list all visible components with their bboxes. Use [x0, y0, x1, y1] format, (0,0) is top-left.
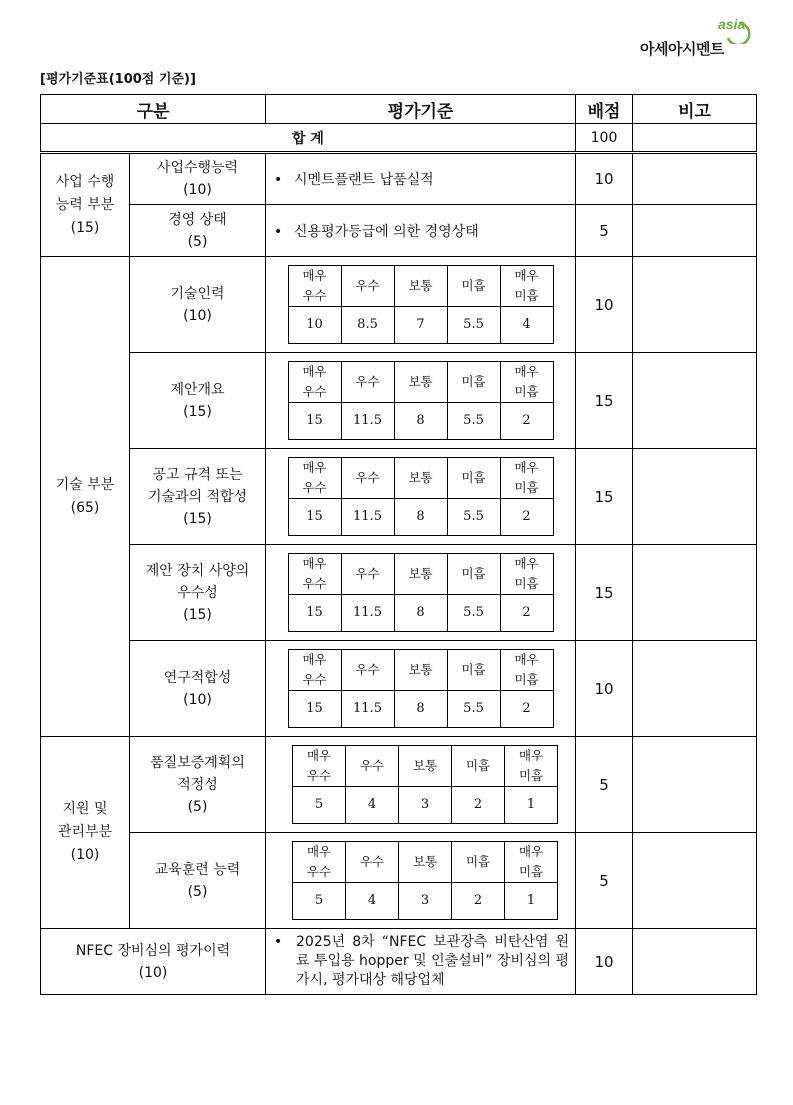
grade-label: 우수	[341, 554, 394, 595]
grade-label: 우수	[341, 266, 394, 307]
grade-value-row	[288, 595, 553, 632]
header-criteria: 평가기준	[266, 95, 576, 124]
grade-value-row	[288, 307, 553, 344]
grade-scale-table	[288, 265, 554, 344]
grade-value: 8	[394, 595, 447, 632]
note-cell	[633, 153, 757, 205]
criteria-cell	[266, 833, 576, 929]
grade-label: 보통	[399, 746, 452, 787]
note-cell	[633, 353, 757, 449]
note-cell	[633, 257, 757, 353]
grade-label: 미흡	[447, 458, 500, 499]
grade-label: 미흡	[447, 650, 500, 691]
bullet-icon: •	[274, 223, 283, 240]
grade-label-row	[293, 746, 558, 787]
total-score: 100	[576, 124, 633, 153]
grade-label: 우수	[346, 746, 399, 787]
grade-label: 우수	[346, 842, 399, 883]
header-score: 배점	[576, 95, 633, 124]
note-cell	[633, 737, 757, 833]
table-header-row	[41, 95, 757, 124]
table-row	[41, 545, 757, 641]
grade-label: 미흡	[452, 842, 505, 883]
grade-value: 5	[293, 883, 346, 920]
note-cell	[633, 449, 757, 545]
grade-value: 15	[288, 499, 341, 536]
table-row	[41, 205, 757, 257]
grade-label-row	[293, 842, 558, 883]
section-heading: [평가기준표(100점 기준)]	[40, 72, 196, 87]
score-cell: 15	[576, 353, 633, 449]
logo-company-name: 아세아시멘트	[640, 40, 724, 58]
note-cell	[633, 205, 757, 257]
subcategory-cell: 사업수행능력 (10)	[130, 153, 266, 205]
grade-value: 4	[500, 307, 553, 344]
grade-label: 매우 우수	[288, 554, 341, 595]
grade-scale-table	[288, 457, 554, 536]
grade-scale-table	[288, 553, 554, 632]
note-cell	[633, 545, 757, 641]
table-row	[41, 737, 757, 833]
grade-label: 매우 미흡	[500, 650, 553, 691]
criteria-cell	[266, 545, 576, 641]
criteria-text: 시멘트플랜트 납품실적	[294, 172, 434, 188]
grade-scale-table	[288, 361, 554, 440]
final-label-cell: NFEC 장비심의 평가이력 (10)	[41, 929, 266, 995]
subcategory-cell: 품질보증계획의 적정성 (5)	[130, 737, 266, 833]
grade-label: 보통	[399, 842, 452, 883]
grade-value: 4	[346, 883, 399, 920]
total-label: 합 계	[41, 124, 576, 153]
grade-value: 5	[293, 787, 346, 824]
grade-label: 보통	[394, 362, 447, 403]
grade-value: 3	[399, 787, 452, 824]
category-cell: 사업 수행 능력 부분 (15)	[41, 153, 130, 257]
score-cell: 5	[576, 833, 633, 929]
grade-scale-table	[292, 745, 558, 824]
grade-label: 매우 미흡	[505, 842, 558, 883]
grade-value: 2	[452, 883, 505, 920]
grade-label: 보통	[394, 266, 447, 307]
grade-label-row	[288, 266, 553, 307]
grade-label: 우수	[341, 650, 394, 691]
grade-value: 2	[500, 691, 553, 728]
grade-value: 4	[346, 787, 399, 824]
grade-value: 7	[394, 307, 447, 344]
grade-value: 2	[500, 403, 553, 440]
bullet-icon: •	[274, 172, 283, 188]
grade-label-row	[288, 650, 553, 691]
subcategory-cell: 기술인력 (10)	[130, 257, 266, 353]
total-note	[633, 124, 757, 153]
score-cell: 10	[576, 153, 633, 205]
table-row	[41, 353, 757, 449]
grade-value: 2	[452, 787, 505, 824]
grade-label: 매우 우수	[288, 266, 341, 307]
score-cell: 5	[576, 737, 633, 833]
grade-label: 미흡	[447, 362, 500, 403]
score-cell: 10	[576, 257, 633, 353]
subcategory-cell: 교육훈련 능력 (5)	[130, 833, 266, 929]
grade-value-row	[288, 403, 553, 440]
grade-value: 15	[288, 403, 341, 440]
grade-value-row	[288, 691, 553, 728]
grade-label: 보통	[394, 554, 447, 595]
grade-value: 15	[288, 595, 341, 632]
score-cell: 10	[576, 929, 633, 995]
grade-label: 매우 우수	[293, 842, 346, 883]
grade-label: 우수	[341, 458, 394, 499]
subcategory-cell: 제안개요 (15)	[130, 353, 266, 449]
criteria-cell	[266, 205, 576, 257]
company-logo	[630, 14, 760, 62]
score-cell: 5	[576, 205, 633, 257]
criteria-text: 2025년 8차 “NFEC 보관장측 비탄산염 원료 투입용 hopper 및 인출설비” 장비심의 평가시, 평가대상 해당업체	[296, 934, 570, 988]
grade-value: 2	[500, 499, 553, 536]
grade-label: 매우 우수	[288, 458, 341, 499]
criteria-cell	[266, 737, 576, 833]
grade-scale-table	[292, 841, 558, 920]
grade-value: 8.5	[341, 307, 394, 344]
grade-value-row	[293, 787, 558, 824]
table-row	[41, 641, 757, 737]
grade-value: 5.5	[447, 307, 500, 344]
note-cell	[633, 929, 757, 995]
grade-value: 11.5	[341, 403, 394, 440]
criteria-cell	[266, 449, 576, 545]
table-row-final	[41, 929, 757, 995]
criteria-cell	[266, 257, 576, 353]
grade-scale-table	[288, 649, 554, 728]
score-cell: 15	[576, 449, 633, 545]
header-note: 비고	[633, 95, 757, 124]
grade-value: 8	[394, 691, 447, 728]
total-row	[41, 124, 757, 153]
grade-label: 매우 미흡	[500, 458, 553, 499]
grade-value: 5.5	[447, 499, 500, 536]
table-row	[41, 833, 757, 929]
grade-label: 보통	[394, 458, 447, 499]
criteria-cell	[266, 929, 576, 995]
criteria-cell	[266, 641, 576, 737]
grade-label-row	[288, 458, 553, 499]
grade-value: 11.5	[341, 595, 394, 632]
grade-label: 보통	[394, 650, 447, 691]
grade-label: 매우 미흡	[505, 746, 558, 787]
logo-brand-mark: asia	[718, 16, 746, 32]
grade-value: 8	[394, 499, 447, 536]
grade-label: 매우 우수	[293, 746, 346, 787]
grade-label-row	[288, 362, 553, 403]
grade-label: 미흡	[447, 266, 500, 307]
table-row	[41, 257, 757, 353]
grade-value: 3	[399, 883, 452, 920]
evaluation-criteria-table	[40, 94, 757, 995]
criteria-cell	[266, 353, 576, 449]
criteria-text: 신용평가등급에 의한 경영상태	[294, 223, 479, 240]
subcategory-cell: 제안 장치 사양의 우수성 (15)	[130, 545, 266, 641]
table-body	[41, 124, 757, 995]
score-cell: 10	[576, 641, 633, 737]
bullet-icon: •	[274, 934, 283, 950]
subcategory-cell: 공고 규격 또는 기술과의 적합성 (15)	[130, 449, 266, 545]
note-cell	[633, 641, 757, 737]
grade-value: 8	[394, 403, 447, 440]
criteria-wrap	[274, 933, 569, 990]
note-cell	[633, 833, 757, 929]
grade-label: 우수	[341, 362, 394, 403]
grade-value: 2	[500, 595, 553, 632]
grade-label: 매우 미흡	[500, 266, 553, 307]
grade-label: 매우 우수	[288, 650, 341, 691]
table-row	[41, 449, 757, 545]
grade-value: 1	[505, 883, 558, 920]
header-category: 구분	[41, 95, 266, 124]
grade-value: 5.5	[447, 691, 500, 728]
category-cell: 지원 및 관리부분 (10)	[41, 737, 130, 929]
grade-value: 5.5	[447, 595, 500, 632]
grade-label-row	[288, 554, 553, 595]
grade-value: 11.5	[341, 691, 394, 728]
grade-value: 11.5	[341, 499, 394, 536]
category-cell: 기술 부분 (65)	[41, 257, 130, 737]
score-cell: 15	[576, 545, 633, 641]
grade-label: 매우 미흡	[500, 554, 553, 595]
grade-label: 매우 미흡	[500, 362, 553, 403]
grade-value-row	[288, 499, 553, 536]
criteria-cell	[266, 153, 576, 205]
table-row	[41, 153, 757, 205]
grade-value: 5.5	[447, 403, 500, 440]
grade-value: 10	[288, 307, 341, 344]
grade-label: 미흡	[452, 746, 505, 787]
grade-value: 1	[505, 787, 558, 824]
grade-label: 미흡	[447, 554, 500, 595]
subcategory-cell: 연구적합성 (10)	[130, 641, 266, 737]
subcategory-cell: 경영 상태 (5)	[130, 205, 266, 257]
grade-value-row	[293, 883, 558, 920]
grade-label: 매우 우수	[288, 362, 341, 403]
grade-value: 15	[288, 691, 341, 728]
